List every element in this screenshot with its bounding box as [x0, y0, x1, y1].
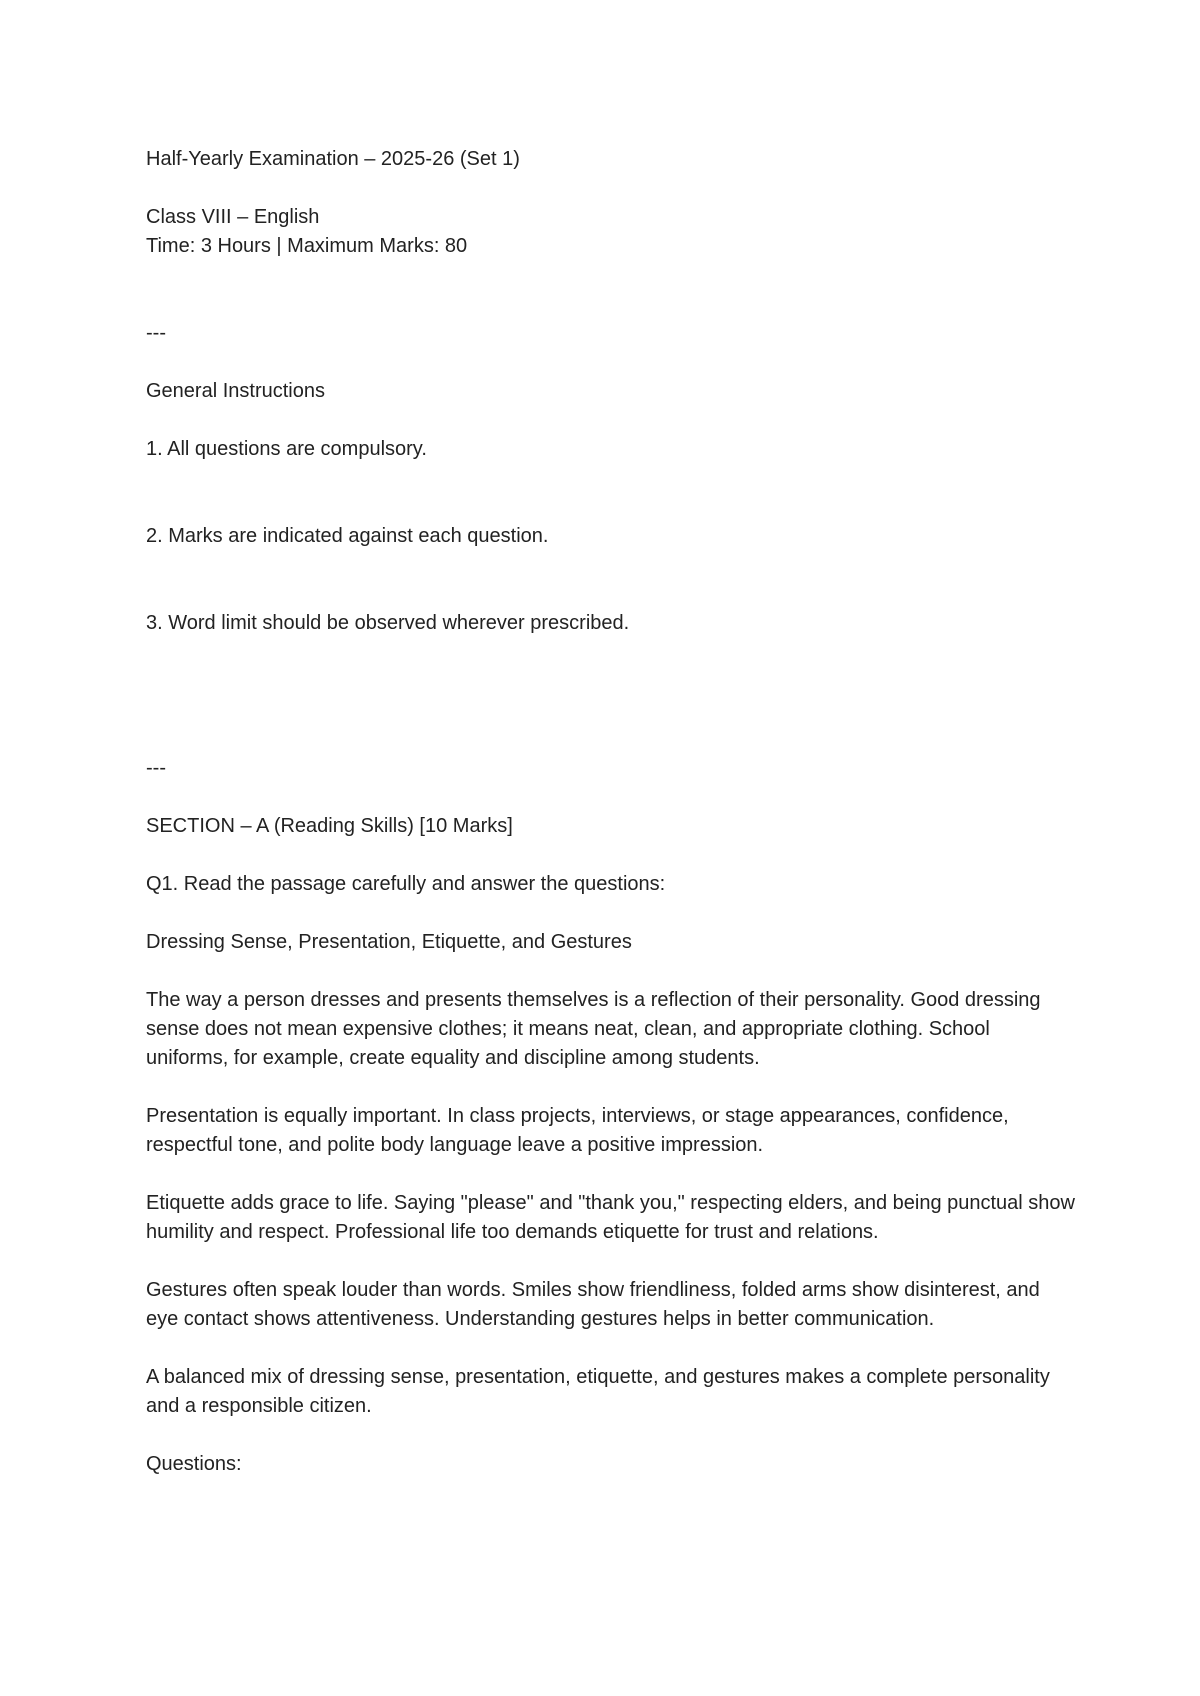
separator-line: ---	[146, 757, 166, 779]
passage-paragraph: A balanced mix of dressing sense, presentation, etiquette, and gestures makes a complete personality and a responsible citizen.	[146, 1366, 1050, 1417]
instructions-heading: General Instructions	[146, 380, 325, 402]
document-page	[146, 145, 1076, 1479]
class-subject-line: Class VIII – English	[146, 206, 320, 228]
section-a-heading: SECTION – A (Reading Skills) [10 Marks]	[146, 815, 513, 837]
separator-line: ---	[146, 322, 166, 344]
passage-paragraph: Etiquette adds grace to life. Saying "please" and "thank you," respecting elders, and being punctual show humility and respect. Professional life too demands etiquette for trust and relations.	[146, 1192, 1075, 1243]
passage-paragraph: Presentation is equally important. In class projects, interviews, or stage appearances, confidence, respectful tone, and polite body language leave a positive impression.	[146, 1105, 1009, 1156]
instruction-item: 3. Word limit should be observed wherever prescribed.	[146, 612, 630, 634]
passage-title: Dressing Sense, Presentation, Etiquette, and Gestures	[146, 931, 632, 953]
instruction-item: 1. All questions are compulsory.	[146, 438, 427, 460]
passage-paragraph: The way a person dresses and presents themselves is a reflection of their personality. Good dressing sense does not mean expensive clothes; it means neat, clean, and appropriate clothing. School uniforms, for example, create equality and discipline among students.	[146, 989, 1041, 1069]
passage-paragraph: Gestures often speak louder than words. Smiles show friendliness, folded arms show disinterest, and eye contact shows attentiveness. Understanding gestures helps in better communication.	[146, 1279, 1040, 1330]
questions-label: Questions:	[146, 1453, 242, 1475]
exam-title: Half-Yearly Examination – 2025-26 (Set 1)	[146, 148, 520, 170]
instruction-item: 2. Marks are indicated against each question.	[146, 525, 549, 547]
time-marks-line: Time: 3 Hours | Maximum Marks: 80	[146, 235, 468, 257]
question-1-prompt: Q1. Read the passage carefully and answer the questions:	[146, 873, 666, 895]
